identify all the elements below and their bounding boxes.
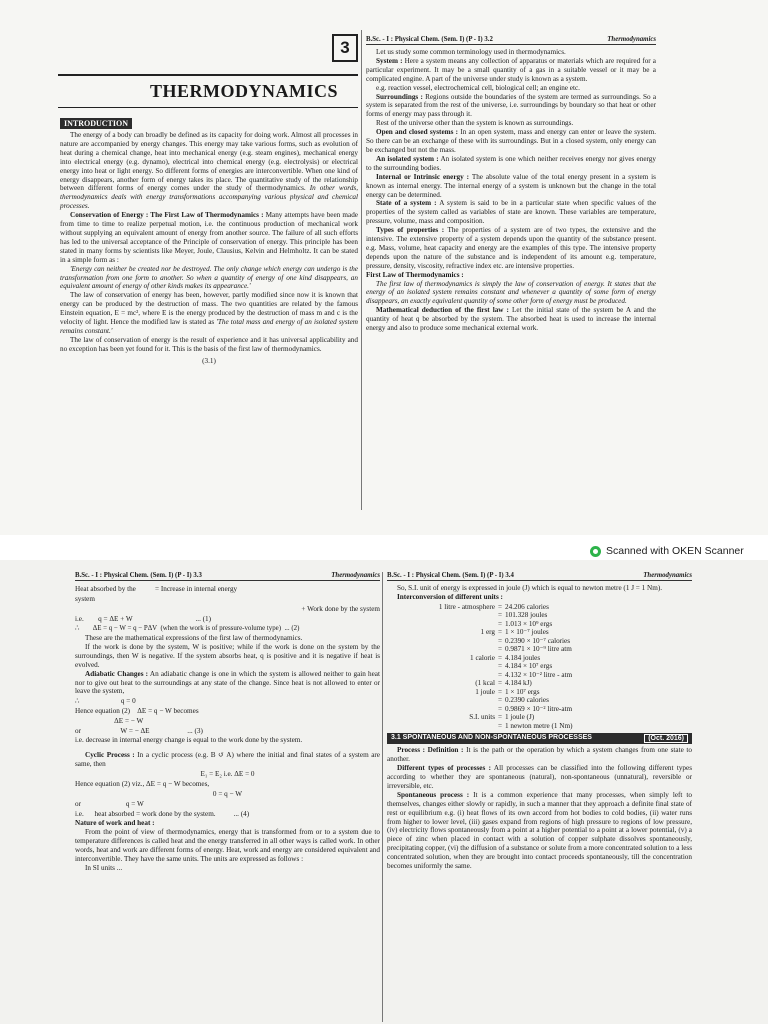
conversion-equals: =: [497, 687, 503, 696]
page-header: B.Sc. - I : Physical Chem. (Sem. I) (P - I) 3.4 Thermodynamics: [387, 572, 692, 579]
page-divider: [382, 572, 383, 1022]
conversion-equals: =: [497, 619, 503, 628]
conversion-row: [387, 645, 692, 654]
conversion-unit: [387, 671, 495, 680]
conversion-row: [387, 637, 692, 646]
page-3-2: [366, 36, 656, 506]
conversion-equals: =: [497, 704, 503, 713]
page-header: B.Sc. - I : Physical Chem. (Sem. I) (P - I) 3.3 Thermodynamics: [75, 572, 380, 579]
system-example: e.g. reaction vessel, electrochemical cell, biological cell; an engine etc.: [376, 83, 580, 92]
conversion-unit: 1 erg: [480, 628, 495, 637]
conversion-equals: =: [497, 645, 503, 654]
conversion-value: 4.132 × 10⁻² litre - atm: [505, 670, 573, 679]
spontaneous-definition: Spontaneous process : It is a common experience that many processes, when simply left to themselves, changes either slowly or rapidly, in such a manner that they approach a definite final state of rest or equilibrium e.g. (i) heat flows of its own accord from hot bodies to cold bodies, (ii) water runs from higher to lower level, (iii) gases expand from regions of high pressure to regions of low pressure, (iv) electricity flows spontaneously from a point at a higher potential to a point at a lower potential, (v) a piece of zinc when placed in contact with a solution of copper sulphate dissolves spontaneously, precipitating copper, (vi) the diffusion of a substance or solute from a more concentrated solution to a less concentrated solution, when they are brought into contact proceeds spontaneously, till the concentration becomes uniformly the same.: [387, 790, 692, 871]
conversion-equals: =: [497, 713, 503, 722]
conversion-row: [387, 603, 692, 612]
scanner-logo-icon: [590, 546, 601, 557]
adiabatic-eq-2: Hence equation (2) ΔE = q − W becomes: [75, 707, 199, 716]
title-rule: [58, 74, 358, 76]
surroundings-note: Rest of the universe other than the system is known as surroundings.: [376, 119, 574, 128]
conversion-table: [387, 603, 692, 731]
equation-2: ∴ ΔE = q − W = q − PΔV (when the work is of pressure-volume type) ... (2): [75, 625, 300, 632]
system-definition: System : Here a system means any collection of apparatus or materials which are required for a particular experiment. It may be a small quantity of a gas in a suitable vessel or it may be a complicated engine. A part of the universe under study is known as a system.: [366, 56, 656, 83]
conversion-unit: [387, 696, 495, 705]
conversion-equals: =: [497, 679, 503, 688]
conversion-row: [387, 713, 692, 722]
equation-1: i.e. q = ΔE + W ... (1): [75, 615, 212, 623]
conversion-row: [387, 722, 692, 731]
conversion-unit: [387, 705, 495, 714]
conversion-equals: =: [497, 670, 503, 679]
conversion-unit: 1 litre - atmosphere: [438, 602, 495, 611]
intro-paragraph: The energy of a body can broadly be defined as its capacity for doing work. Almost all processes in nature are accompanied by energy changes. This energy may take various forms, such as evolution of heat during a chemical change, heat into mechanical energy (e.g. steam engines), mechanical energy into electrical energy (e.g. dynamo), electrical into chemical energy (e.g. electrolysis) or electrical energy into heat or light energy. So different forms of energies are interconvertible. When one kind of energy disappears, another form of energy takes its place. The quantitative study of the relationship between different forms of energy comes under the study of thermodynamics. In other words, thermodynamics deals with energy transformations accompanying various physical and chemical processes.: [60, 131, 358, 211]
conversion-value: 1.013 × 10⁹ ergs: [505, 619, 553, 628]
page-header: B.Sc. - I : Physical Chem. (Sem. I) (P - I) 3.2 Thermodynamics: [366, 36, 656, 43]
adiabatic-conclusion: i.e. decrease in internal energy change is equal to the work done by the system.: [75, 736, 303, 745]
conversion-value: 1 × 10⁷ ergs: [505, 687, 540, 696]
conversion-row: [387, 696, 692, 705]
modified-law-paragraph: The law of conservation of energy has been, however, partly modified since now it is known that energy can be produced by the destruction of mass. The two quantities are related by the famous Einstein equation, E = mc², where E is the energy produced by the destruction of mass m and c is the velocity of light. Hence the modified law is stated as 'The total mass and energy of an isolated system remains constant.': [60, 291, 358, 335]
chapter-title: THERMODYNAMICS: [149, 81, 338, 101]
conservation-paragraph: Conservation of Energy : The First Law of Thermodynamics : Many attempts have been made from time to time to realize perpetual motion, i.e. the continuous production of mechanical work without supplying an equivalent amount of energy from another source. The failure of all such efforts has led to the universal acceptance of the Principle of conservation of energy. This principle has been stated in many forms by scientists like Meyer, Joule, Clausius, Kelvin and Helmholtz. It can be stated in a simple form as :: [60, 211, 358, 264]
conversion-unit: [387, 637, 495, 646]
surroundings-definition: Surroundings : Regions outside the boundaries of the system are termed as surroundings. So a system is separated from the rest of the universe, i.e. surroundings by boundary so that heat or other forms of energy may pass through it.: [366, 92, 656, 119]
conversion-equals: =: [497, 653, 503, 662]
title-rule-bottom: [58, 107, 358, 108]
conversion-value: 4.184 joules: [505, 653, 541, 662]
conversion-equals: =: [497, 636, 503, 645]
conversion-row: [387, 628, 692, 637]
internal-energy-definition: Internal or Intrinsic energy : The absolute value of the total energy present in a system is known as internal energy. The internal energy of a system is unknown but the change in the total energy can be determined.: [366, 172, 656, 199]
process-definition: Process : Definition : It is the path or the operation by which a system changes from one state to another.: [387, 746, 692, 764]
conversion-value: 4.184 kJ): [505, 679, 532, 688]
conversion-unit: [387, 662, 495, 671]
conversion-value: 0.2390 calories: [505, 696, 549, 705]
cyclic-eq-2: Hence equation (2) viz., ΔE = q − W becomes,: [75, 780, 210, 789]
cyclic-eq-1: E₁ = E₂ i.e. ΔE = 0: [200, 770, 255, 779]
conversion-value: 101.328 joules: [505, 611, 548, 620]
conversion-value: 1 newton metre (1 Nm): [505, 721, 573, 730]
conversion-row: [387, 620, 692, 629]
heat-balance-work: + Work done by the system: [301, 605, 380, 613]
page-divider: [361, 30, 362, 510]
conversion-value: 0.9871 × 10⁻⁹ litre atm: [505, 645, 572, 654]
page-3-3: [75, 572, 380, 1022]
sign-convention: If the work is done by the system, W is positive; while if the work is done on the system by the surroundings, then W is negative. If the system absorbs heat, q is positive and it is negative if heat is evolved.: [75, 642, 380, 669]
conversion-unit: 1 joule: [475, 687, 495, 696]
conversion-unit: (1 kcal: [475, 679, 495, 688]
conversion-value: 24.206 calories: [505, 602, 549, 611]
property-types: Types of properties : The properties of a system are of two types, the extensive and the intensive. The extensive property of a system depends upon the quantity of the substance present. e.g. Mass, volume, heat capacity and energy are the examples of this type. The intensive property depends upon the nature of the substance and is independent of its amount e.g. temperature, pressure, density, viscosity, refractive index etc. are intensive properties.: [366, 226, 656, 270]
process-types: Different types of processes : All processes can be classified into the following different types according to whether they are spontaneous (natural), non-spontaneous (unnatural), reversible or irreversible, etc.: [387, 764, 692, 790]
adiabatic-eq-1: ∴ q = 0: [75, 697, 136, 706]
conversion-unit: S.I. units: [469, 713, 495, 722]
conversion-unit: [387, 645, 495, 654]
conversion-equals: =: [497, 696, 503, 705]
cyclic-eq-3: 0 = q − W: [212, 790, 243, 799]
adiabatic-eq-4: or W = − ΔE ... (3): [75, 727, 203, 736]
conversion-value: 0.2390 × 10⁻⁷ calories: [505, 636, 571, 645]
lead-text: Let us study some common terminology used in thermodynamics.: [376, 48, 566, 56]
page-footer: (3.1): [202, 356, 216, 365]
conversion-equals: =: [497, 628, 503, 637]
math-deduction: Mathematical deduction of the first law : Let the initial state of the system be A and the quantity of heat q be absorbed by the system. The absorbed heat is used to increase the internal energy and also to produce some mechanical external work.: [366, 306, 656, 333]
heat-balance: Heat absorbed by the system = Increase in internal energy: [75, 585, 238, 603]
conversion-row: [387, 705, 692, 714]
state-definition: State of a system : A system is said to be in a particular state when specific values of the properties of the system called as variables of state are known. These variables are temperature, pressure, volume, mass and composition.: [366, 199, 656, 226]
conversion-equals: =: [497, 602, 503, 611]
conversion-row: [387, 654, 692, 663]
first-law-statement: The first law of thermodynamics is simply the law of conservation of energy. It states that the energy of an isolated system remains constant and whenever a quantity of some form of energy disappears, an exactly equivalent quantity of some other form of energy must be produced.: [366, 279, 656, 306]
conversion-equals: =: [497, 662, 503, 671]
isolated-definition: An isolated system : An isolated system is one which neither receives energy nor gives energy to the surrounding bodies.: [366, 154, 656, 172]
adiabatic-eq-3: ΔE = − W: [75, 717, 144, 726]
conversion-unit: [387, 620, 495, 629]
conversion-equals: =: [497, 611, 503, 620]
first-law-heading: First Law of Thermodynamics :: [366, 270, 464, 279]
math-expression-note: These are the mathematical expressions of the first law of thermodynamics.: [85, 634, 303, 642]
scanner-watermark: Scanned with OKEN Scanner: [590, 545, 744, 557]
section-banner: 3.1 SPONTANEOUS AND NON-SPONTANEOUS PROCESSES (Oct. 2016): [387, 733, 692, 744]
conversion-value: 4.184 × 10⁷ ergs: [505, 662, 553, 671]
conversion-unit: 1 calorie: [470, 653, 495, 662]
cyclic-definition: Cyclic Process : In a cyclic process (e.g. B ↺ A) where the initial and final states of a system are same, then: [75, 751, 380, 769]
open-closed-definition: Open and closed systems : In an open system, mass and energy can enter or leave the system. So there can be an exchange of these with its surroundings. But in a closed system, only energy can be exchanged but not the mass.: [366, 128, 656, 154]
nature-text: From the point of view of thermodynamics, energy that is transformed from or to a system due to temperature differences is called heat and the energy transferred in all other ways is called work. In other words, heat and work are different forms of energy. Heat, work and energy are considered equivalent and interconvertible. They have the same units. The units are expressed as follows :: [75, 827, 380, 863]
conservation-quote: 'Energy can neither be created nor be destroyed. The only change which energy can undergo is the transformation from one form to another. So when a quantity of energy of one kind disappears, an equivalent amount of energy of other kinds makes its appearance.': [60, 264, 358, 291]
conversion-row: [387, 679, 692, 688]
chapter-number-box: 3: [332, 34, 358, 62]
nature-heading: Nature of work and heat :: [75, 819, 155, 828]
section-heading: INTRODUCTION: [60, 118, 132, 129]
conversion-heading: Interconversion of different units :: [397, 592, 503, 601]
page-3-4: [387, 572, 692, 1022]
conversion-value: 0.9869 × 10⁻² litre-atm: [505, 704, 573, 713]
adiabatic-definition: Adiabatic Changes : An adiabatic change is one in which the system is allowed neither to gain heat nor to give out heat to the surroundings at any state of the change. Since heat is not allowed to enter or leave the system,: [75, 669, 380, 696]
page-3-1: [58, 30, 358, 520]
conversion-equals: =: [497, 721, 503, 730]
conversion-value: 1 × 10⁻⁷ joules: [505, 628, 549, 637]
nature-tail: In SI units ...: [85, 863, 123, 872]
cyclic-eq-4: or q = W: [75, 800, 144, 809]
conversion-row: [387, 662, 692, 671]
conversion-row: [387, 611, 692, 620]
conversion-value: 1 joule (J): [505, 713, 535, 722]
cyclic-eq-5: i.e. heat absorbed = work done by the system. ... (4): [75, 810, 250, 819]
conversion-row: [387, 688, 692, 697]
si-unit-lead: So, S.I. unit of energy is expressed in joule (J) which is equal to newton metre (1 J = 1 Nm).: [397, 584, 663, 592]
conversion-unit: [387, 611, 495, 620]
conversion-unit: [387, 722, 495, 731]
first-law-basis-paragraph: The law of conservation of energy is the result of experience and it has universal applicability and no exception has been yet found for it. This is the basis of the first law of thermodynamics.: [60, 335, 358, 353]
scan-bottom-spread: [0, 560, 768, 1024]
conversion-row: [387, 671, 692, 680]
